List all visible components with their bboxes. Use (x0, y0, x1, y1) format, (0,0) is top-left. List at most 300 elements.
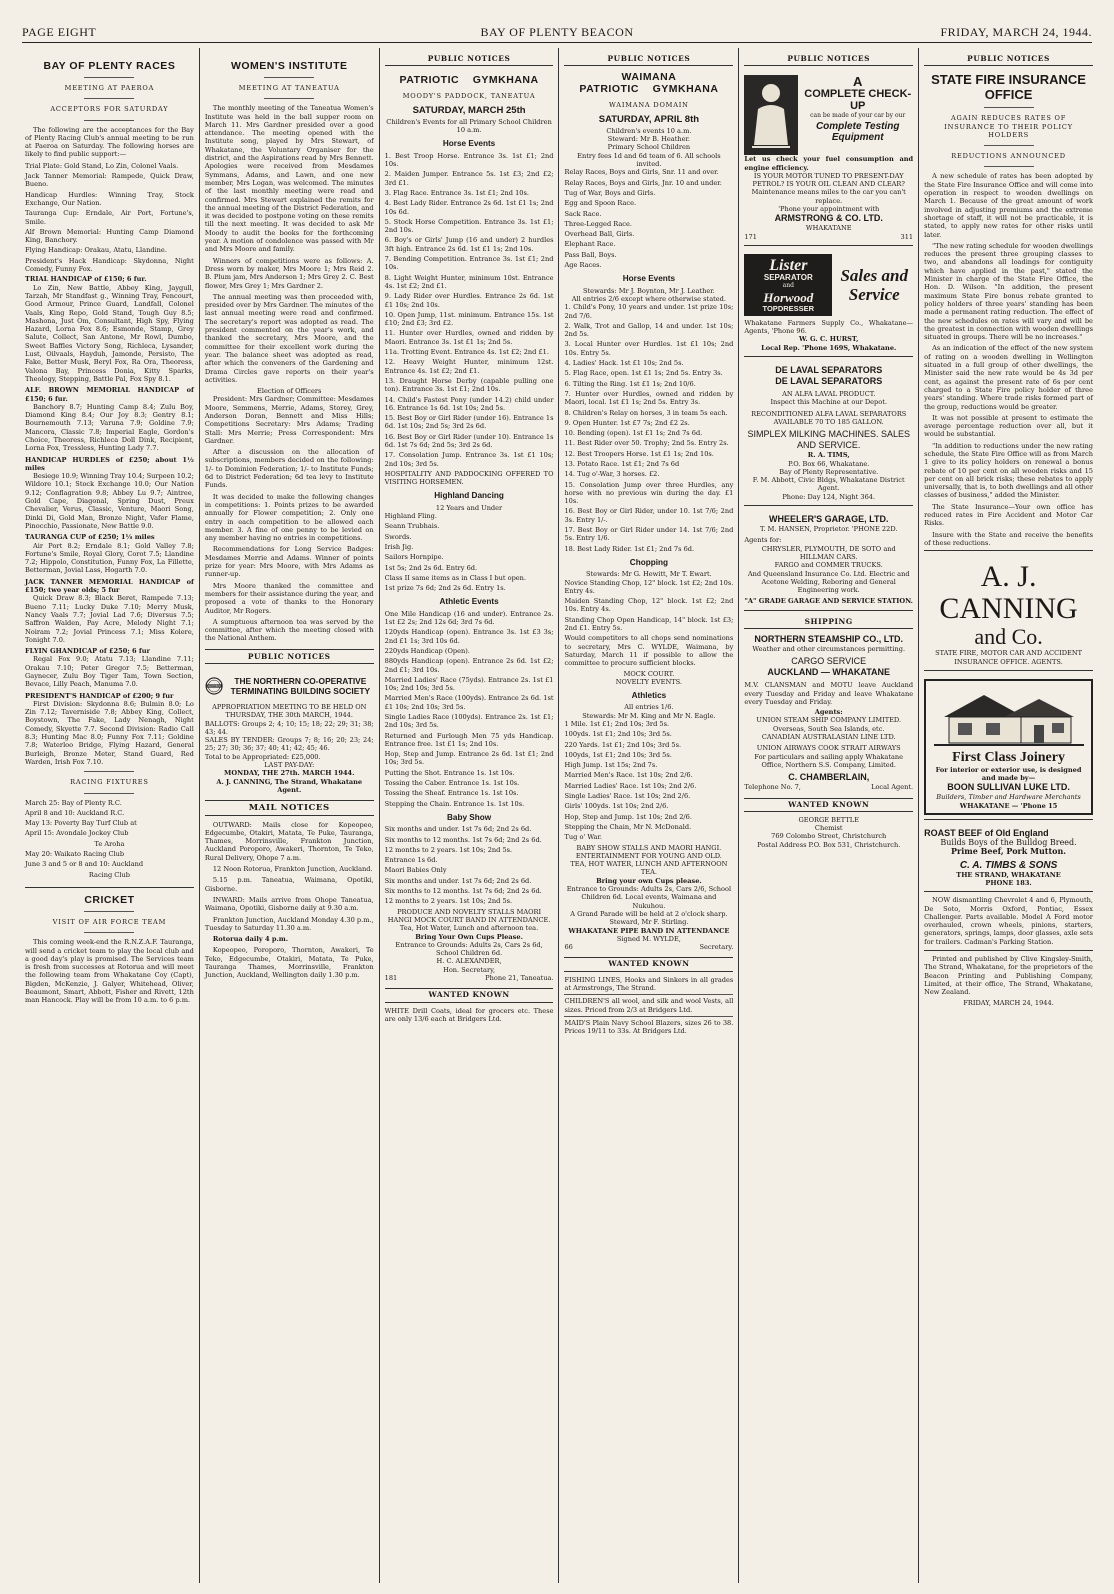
race-text: Air Port 8.2; Erndale 8.1; Gold Valley 7.8; Fortune's Smile, Royal Glory, Corot 7.5; Llandine 7.2; Hippolo, Constitution, Funny Fox, La Fillette, Betterman, Jovial Lass, Hogarth 7.0. (25, 541, 194, 575)
races-intro: The following are the acceptances for the Bay of Plenty Racing Club's annual meeting to be run at Paeroa on Saturday. The following horses are likely to find public support:— (25, 125, 194, 159)
ntbs-meeting: APPROPRIATION MEETING TO BE HELD ON THURSDAY, THE 30th MARCH, 1944. (212, 703, 367, 720)
simplex-text: SIMPLEX MILKING MACHINES. SALES AND SERVICE. (747, 429, 910, 451)
cargo-service: CARGO SERVICE (791, 656, 867, 667)
wi-para: The annual meeting was then proceeded with, presided over by Mrs Gardner. The minutes of the last annual meeting were read and confirmed. The secretary's report was adopted as read. The president commented on the year's work, and thanked the secretary, Mrs Moore, and the committee for their excellent work during the year. The balance sheet was adopted as read, after which the conveners of the Gardening and Drama Circles gave reports on their year's activities. (204, 292, 374, 384)
list-item: Six months and under. 1st 7s 6d; 2nd 2s 6d. (384, 876, 532, 885)
dance-class2: Class II same items as in Class I but open. (384, 573, 527, 582)
list-item: 10. Bending (open). 1st £1 1s; 2nd 7s 6d. (564, 429, 703, 438)
ntbs-total: Total to be Appropriated: £25,000. (204, 752, 321, 761)
gymkhana-intro: Children's Events for all Primary School Children 10 a.m. (386, 117, 552, 135)
list-item: 14. Tug o'-War, 3 horses. £2. (564, 470, 660, 479)
dance-item: Swords. (384, 532, 412, 541)
secretary-title: Hon. Secretary, (443, 965, 496, 974)
phone-text: Phone 21, Taneatua. (485, 974, 554, 983)
baby-show-heading: Baby Show (447, 812, 492, 822)
ntbs-agent: A. J. CANNING, The Strand, Whakatane Agent. (216, 777, 363, 794)
list-item: 10. Open Jump, 11st. minimum. Entrance 15s. 1st £10; 2nd £3; 3rd £2. (384, 310, 554, 328)
race-text: Quick Draw 8.3; Black Beret, Rampede 7.13; Bueno 7.11; Lucky Duke 7.10; Merry Musk, Nancy Vaals 7.7; Jovial Lad 7.6; Diversus 7.5; Saffron Walden, Pay Acre, Melody Night 7.1; Noiram 7.2; Jovial Princess 7.1; Miss Kolere, Tonight 7.0. (25, 594, 194, 644)
list-item: 220yds Handicap (Open). (384, 646, 470, 655)
list-item: Putting the Shot. Entrance 1s. 1st 10s. (384, 768, 515, 777)
baby-show-list (385, 825, 554, 905)
list-item: 3. Local Hunter over Hurdles. 1st £1 10s; 2nd 10s. Entry 5s. (564, 340, 734, 357)
list-item: 17. Consolation Jump. Entrance 3s. 1st £1 10s; 2nd 10s; 3rd 5s. (384, 451, 554, 468)
fixture-item: May 13: Poverty Bay Turf Club at (25, 819, 137, 828)
public-notices-heading: PUBLIC NOTICES (564, 52, 733, 66)
list-item: Three-Legged Race. (564, 219, 632, 228)
extras-text: BABY SHOW STALLS AND MAORI HANGI. ENTERTAINMENT FOR YOUNG AND OLD. (575, 843, 722, 860)
list-item: Relay Races, Boys and Girls, Jnr. 10 and under. (564, 178, 722, 187)
joinery-title: First Class Joinery (952, 749, 1065, 765)
sales-service-script: Sales and Service (840, 265, 908, 304)
fixtures-heading: RACING FIXTURES (70, 778, 149, 787)
athletic-heading: Athletic Events (439, 597, 499, 607)
fixture-item: Racing Club (88, 870, 130, 879)
cargo-route: AUCKLAND — WHAKATANE (767, 667, 891, 678)
state-fire-para: "The new rating schedule for wooden dwellings reduces the present three grouping classes to two, and abandons all loadings for contiguity which have applied in the past," stated the Minister in charge of the State Fire Office, the Hon. D. Wilson. "In addition, the present maximum State Fire bonus rebate granted to policy holders of three years' standing has been made a permanent rating reduction. The effect of the new schedules on rates will vary and will be the greatest in connection with wooden dwellings situated in groups. There will be no increases." (924, 241, 1093, 342)
race-text: First Division: Skydonna 8.6; Bulmin 8.0; Lo Zin 7.12; Taverniside 7.8; Abbey King, Collect, Boystown, The Fake, Lady Nenagh, Night Comedy, Skyette 7.7. Second Division: Radio Call 8.3; Hunting Mac 8.0; Funny Fox 7.11; Goldine 7.8; Waterloo Bridge, Flying Hazard, General Burleigh, Bronze Meter, Stand Guard, Red Warden, Irish Fox 7.10. (25, 699, 194, 766)
parade-text: A Grand Parade will be held at 2 o'clock sharp. Steward, Mr F. Stirling. (570, 909, 728, 927)
children-events-list (564, 168, 733, 269)
list-item: Married Men's Race (100yds). Entrance 2s 6d. 1st £1 10s; 2nd 10s; 3rd 5s. (384, 694, 554, 711)
state-fire-sub2: REDUCTIONS ANNOUNCED (951, 152, 1066, 161)
wi-para: Recommendations for Long Service Badges: Mesdames Merrie and Adams. Winner of points prize for year: Mrs Moore, with Mrs Adams as runner-up. (204, 545, 374, 579)
joinery-sub: For interior or exterior use, is designed and made by— (935, 765, 1082, 783)
chopping-heading: Chopping (629, 557, 668, 567)
lister-brand: Lister (769, 256, 808, 274)
wi-para: A sumptuous afternoon tea was served by the committee, after which the meeting closed with the National Anthem. (204, 617, 374, 643)
list-item: Married Ladies' Race. 1st 10s; 2nd 2/6. (564, 781, 697, 790)
roast-sub2: Prime Beef, Pork Mutton. (951, 846, 1067, 857)
timbs-phone: PHONE 183. (985, 878, 1032, 887)
column-state-fire (919, 48, 1098, 1583)
tea-text: Tea, Hot Water, Lunch and afternoon tea. (399, 924, 539, 933)
wheelers-garage-ad (744, 510, 913, 611)
sailing-particulars: For particulars and sailing apply Whakatane Office, Northern S.S. Company, Limited. (754, 752, 904, 769)
list-item: 18. Best Lady Rider. 1st £1; 2nd 7s 6d. (564, 544, 695, 553)
list-item: 9. Lady Rider over Hurdles. Entrance 2s 6d. 1st £1 10s; 2nd 10s. (384, 292, 554, 309)
list-item: Tossing the Sheaf. Entrance 1s. 1st 10s. (384, 789, 519, 798)
column-gymkhana-taneatua (380, 48, 560, 1583)
tims-box: P.O. Box 66, Whakatane. (788, 459, 870, 468)
race-text: Lo Zin, New Battle, Abbey King, Jaygull, Tarzah, Mr Standfast g., Winning Tray, Fencourt, Good Armour, Prince Guard, Landfall, Colonel Vaals, King Repo, Gold Stand, Tough Guy 8.5; Mashona, Just Om, Consultant, High Spy, Flying Hazard, Lorna Fox 8.6; Esmonde, Stamp, Grey Salute, Collect, San Antone, Mr Rowl, Dumbo, Sweet Baffles Victory Song, Richleca, Lysander, Lust, Oilvaals, Hayduh, Jamonde, Persisto, The Fake, Better Musk, Beryl Fox, Ra Ora, Theoress, Valona Bay, Princess Donia, Kitty Sparks, Theology, Stepping, Battle Pal, Fox Spy 8.1. (25, 283, 194, 383)
race-entry: Trial Plate: Gold Stand, Lo Zin, Colonel Vaals. (25, 161, 179, 170)
athletics-stewards: Stewards: Mr M. King and Mr N. Eagle. (582, 711, 716, 720)
list-item: 11. Hunter over Hurdles, owned and ridden by Maori. Entrance 3s. 1st £1 1s; 2nd 5s. (384, 329, 554, 346)
list-item: 1. Best Troop Horse. Entrance 3s. 1st £1; 2nd 10s. (384, 151, 554, 169)
list-item: One Mile Handicap (16 and under). Entrance 2s. 1st £2 2s; 2nd 12s 6d; 3rd 7s 6d. (384, 609, 554, 627)
imprint-date: FRIDAY, MARCH 24, 1944. (963, 999, 1054, 1008)
gymkhana-venue: MOODY'S PADDOCK, TANEATUA (402, 92, 536, 101)
list-item: 5. Flag Race, open. 1st £1 1s; 2nd 5s. Entry 3s. (564, 369, 723, 378)
state-fire-para: It was not possible at present to estimate the average percentage reduction over all, but it would be substantial. (924, 413, 1093, 439)
horse-stewards: Stewards: Mr J. Boynton, Mr J. Leather. (583, 286, 715, 295)
public-notices-heading: PUBLIC NOTICES (205, 649, 374, 664)
mock-court: MOCK COURT. (623, 669, 675, 678)
list-item: 7. Hunter over Hurdles, owned and ridden by Maori, local. 1st £1 1s; 2nd 5s. Entry 3s. (564, 389, 734, 407)
list-item: 16. Best Boy or Girl Rider (under 10). Entrance 1s 6d. 1st 7s 6d; 2nd 5s; 3rd 2s 6d. (384, 432, 554, 449)
cups-text: Bring your own Cups please. (596, 876, 702, 885)
tea-text: TEA, HOT WATER, LUNCH AND AFTERNOON TEA. (570, 860, 728, 877)
classified-ad: MAID'S Plain Navy School Blazers, sizes 26 to 38. Prices 19/11 to 33s. At Bridgers Ltd. (564, 1016, 733, 1036)
state-fire-para: "In addition to reductions under the new rating schedule, the State Fire Office will as from March 1 give to its policy holders on renewal a bonus rebate of 10 per cent on all wooden risks and 15 per cent on all brick risks; these rebates to apply universally, that is, to both dwellings and all other classes of business," added the Minister. (924, 441, 1093, 500)
race-heading: ALF. BROWN MEMORIAL HANDICAP of £150; 6 fur. (25, 386, 194, 403)
list-item: 12. Heavy Weight Hunter, minimum 12st. Entrance 4s. 1st £2; 2nd £1. (384, 358, 554, 375)
entrance-text: Entrance to Grounds: Adults 2s, Cars 2/6, School Children 6d. Local events, Waimana and Nukuhou. (566, 885, 732, 910)
mail-text: Kopeopeo, Poroporo, Thornton, Awakeri, Te Teko, Edgecumbe, Otakiri, Matata, Te Puke, Tauranga Thames, Morrinsville, Frankton Junction, Auckland, Wellington daily 1.30 p.m. (204, 946, 374, 980)
race-heading: HANDICAP HURDLES of £250; about 1½ miles (25, 455, 194, 472)
wheelers-proprietor: T. M. HANSEN, Proprietor. 'PHONE 22D. (759, 525, 898, 534)
list-item: 2. Walk, Trot and Gallop, 14 and under. 1st 10s; 2nd 5s. (564, 321, 734, 339)
wi-para: Winners of competitions were as follows: A. Dress worn by maker, Mrs Moore 1; Mrs Reid 2. B. Plum jam, Mrs Anderson 1; Mrs Grey 2. C. Best flower, Mrs Grey 1; Mrs Gardner 2. (204, 256, 374, 290)
inspect-text: Inspect this Machine at our Depot. (770, 398, 887, 407)
joinery-ad (924, 675, 1093, 820)
list-item: Tossing the Caber. Entrance 1s. 1st 10s. (384, 779, 520, 788)
dance-prize2: 1st prize 7s 6d; 2nd 2s 6d. Entry 1s. (384, 584, 506, 593)
agents-for: Agents for: (744, 536, 782, 545)
athletics-fee: All entries 1/6. (624, 703, 674, 712)
list-item: 13. Draught Horse Derby (capable pulling one ton). Entrance 3s. 1st £1; 2nd 10s. (384, 376, 554, 394)
nsc-name: NORTHERN STEAMSHIP CO., LTD. (754, 633, 904, 644)
race-heading: TAURANGA CUP of £250; 1¼ miles (25, 533, 155, 542)
secretary-title: Secretary. (699, 943, 734, 952)
list-item: Single Ladies Race (100yds). Entrance 2s. 1st £1; 2nd 10s; 3rd 5s. (384, 713, 554, 730)
state-fire-para: A new schedule of rates has been adopted by the State Fire Insurance Office and will come into operation in respect to wooden dwellings on March 1. Because of the great amount of work involved in adjusting premiums and the extreme shortage of staff, it will not be practicable, it is stated, to apply new rates for other risks until later. (924, 172, 1093, 239)
abbott-phone: Phone: Day 124, Night 364. (782, 492, 876, 501)
horse-events-heading: Horse Events (442, 139, 496, 149)
public-notices-heading: PUBLIC NOTICES (744, 52, 913, 66)
list-item: Girls' 100yds. 1st 10s; 2nd 2/6. (564, 802, 669, 811)
secretary-name: H. C. ALEXANDER, (436, 957, 502, 966)
dance-item: Seann Trubhais. (384, 522, 440, 531)
race-text: Regal Fox 9.0; Atatu 7.13; Llandine 7.11; Orakau 7.10; Peter Gregor 7.5; Betterman, Gaynecer, Zulu Boy Tiger Tam, Town Section, Bevace, Lilly Peach, Manuma 7.0. (25, 655, 194, 689)
race-entry: Flying Handicap: Orakau, Atatu, Llandine. (25, 246, 167, 255)
shipping-heading: SHIPPING (744, 615, 913, 629)
cricket-heading: CRICKET (25, 887, 194, 906)
list-item: 11. Best Rider over 50. Trophy; 2nd 5s. Entry 2s. (564, 439, 729, 448)
ntbs-header (205, 669, 374, 703)
wheelers-title: WHEELER'S GARAGE, LTD. (768, 514, 889, 525)
gymkhana-title: PATRIOTIC GYMKHANA (399, 74, 539, 87)
secretary-line (564, 943, 733, 951)
list-item: 220 Yards. 1st £1; 2nd 10s; 3rd 5s. (564, 740, 682, 749)
canning-ad (924, 550, 1093, 671)
imprint: Printed and published by Clive Kingsley-Smith, The Strand, Whakatane, for the proprietors of the Beacon Printing and Publishing Company, Limited, at their office, The Strand, Whakatane, New Zealand. (924, 950, 1093, 996)
a-grade-text: "A" GRADE GARAGE AND SERVICE STATION. (744, 597, 913, 606)
ntbs-payday: MONDAY, THE 27th. MARCH 1944. (224, 769, 355, 778)
boon-name: BOON SULLIVAN LUKE LTD. (947, 782, 1070, 793)
athletics-list (564, 720, 733, 842)
state-fire-para: Insure with the State and receive the benefits of these reductions. (924, 530, 1093, 547)
list-item: 100yds, 1st £1; 2nd 10s; 3rd 5s. (564, 750, 672, 759)
lister-ad (744, 250, 913, 357)
column-gymkhana-waimana (559, 48, 739, 1583)
list-item: Would competitors to all chops send nominations to secretary, Mrs C. WYLDE, Waimana, by Saturday, March 11 if possible to allow the committee to procure sufficient blocks. (564, 634, 734, 668)
lister-agents: Whakatane Farmers Supply Co., Whakatane—Agents, 'Phone 96. (744, 318, 914, 336)
list-item: Six months and under. 1st 7s 6d; 2nd 2s 6d. (384, 825, 532, 834)
race-heading: PRESIDENT'S HANDICAP of £200; 9 fur (25, 691, 174, 700)
list-item: 17. Best Boy or Girl Rider under 14. 1st 7/6; 2nd 5s. Entry 1/6. (564, 526, 734, 543)
list-item: 15. Consolation Jump over three Hurdles, any horse with no previous win during the day. £1 10s. (564, 480, 734, 506)
cal-name: CANADIAN AUSTRALASIAN LINE LTD. (761, 733, 896, 742)
cricket-text: This coming week-end the R.N.Z.A.F. Tauranga, will send a cricket team to play the local club and a good day's play is promised. The Services team is fresh from successes at Rotorua and will meet the following team from Whakatane Coy (Capt), Bigden, McKenzie, J. Galyer, Whitehead, Oliver, Beaumont, Smart, Abbott, Fisher and Rivett, 12th man Hancock. Play will be from 10 a.m. to 6 p.m. (25, 938, 194, 1005)
ntbs-payday-heading: LAST PAY-DAY: (264, 761, 315, 770)
de-laval-title: DE LAVAL SEPARATORS (775, 365, 883, 376)
issue-date: FRIDAY, MARCH 24, 1944. (940, 24, 1092, 39)
classified-ad: NOW dismantling Chevrolet 4 and 6, Plymouth, De Soto, Morris Oxford, Pontiac, Essex Challenger. Parts available. Model A Ford motor overhauled, crown wheels, pinions, starters, generators, springs, lamps, door glasses, axle sets for trailers. Cadman's Parking Station. (924, 896, 1093, 946)
timbs-name: C. A. TIMBS & SONS (959, 859, 1058, 871)
horse-events-list (385, 152, 554, 468)
highland-heading: Highland Dancing (434, 491, 504, 501)
dance-item: Sailors Hornpipe. (384, 553, 444, 562)
waimana-title: WAIMANA (621, 71, 677, 84)
novelty-events: NOVELTY EVENTS. (615, 677, 683, 686)
list-item: Age Races. (564, 261, 602, 270)
wi-para: It was decided to make the following changes in competitions: 1. Points prizes to be awarded annually for Flower competition; 2. Only one entry in each competition to be allowed each member. 3. A fine of one penny to be levied on any member having no entries in competitions. (204, 492, 374, 543)
boon-town: WHAKATANE — 'Phone 15 (959, 801, 1058, 810)
list-item: Married Men's Race. 1st 10s; 2nd 2/6. (564, 771, 693, 780)
hospitality: HOSPITALITY AND PADDOCKING OFFERED TO VISITING HORSEMEN. (384, 469, 554, 487)
topdresser: TOPDRESSER (762, 303, 815, 313)
fargo-text: FARGO and COMMER TRUCKS. (774, 561, 883, 570)
race-heading: TRIAL HANDICAP of £150; 6 fur. (25, 275, 147, 284)
fixture-item: March 25: Bay of Plenty R.C. (25, 798, 122, 807)
ad1-numbers (744, 233, 913, 241)
mail-text: 12 Noon Rotorua, Frankton Junction, Auckland. (212, 865, 373, 874)
race-heading: FLYIN GHANDICAP of £250; 6 fur (25, 647, 151, 656)
tims-name: R. A. TIMS, (807, 451, 850, 460)
mail-notices-heading: MAIL NOTICES (205, 800, 374, 815)
column-womens-institute (200, 48, 380, 1583)
list-item: Stepping the Chain. Entrance 1s. 1st 10s. (384, 799, 525, 808)
waimana-title2: PATRIOTIC GYMKHANA (579, 83, 719, 96)
athletics-heading: Athletics (631, 691, 667, 701)
wanted-known-heading: WANTED KNOWN (744, 798, 913, 812)
races-title: BAY OF PLENTY RACES (43, 60, 176, 72)
page-number: PAGE EIGHT (22, 24, 97, 39)
agents-label: Agents: (814, 708, 843, 717)
dance-prize: 1st 5s; 2nd 2s 6d. Entry 6d. (384, 563, 478, 572)
masthead (22, 24, 1092, 43)
list-item: Maiden Standing Chop, 12" block. 1st £2; 2nd 10s. Entry 4s. (564, 597, 734, 614)
list-item: Entrance 1s 6d. (384, 856, 438, 865)
ad1-equipment: Complete Testing Equipment (815, 120, 900, 143)
list-item: 8. Light Weight Hunter, minimum 10st. Entrance 4s. 1st £2; 2nd £1. (384, 273, 554, 290)
list-item: Six months to 12 months. 1st 7s 6d; 2nd 2s 6d. (384, 887, 542, 896)
race-entry: Alf Brown Memorial: Hunting Camp Diamond King, Banchory. (25, 227, 194, 245)
ad1-headline: COMPLETE CHECK-UP (804, 88, 912, 113)
list-item: Tug o' War. (564, 833, 602, 842)
list-item: Hop, Step and Jump. 1st 10s; 2nd 2/6. (564, 812, 692, 821)
house-illustration-icon (934, 687, 1084, 747)
state-fire-sub: AGAIN REDUCES RATES OF INSURANCE TO THEIR POLICY HOLDERS (944, 114, 1073, 139)
list-item: 7. Bending Competition. Entrance 3s. 1st £1; 2nd 10s. (384, 255, 554, 272)
gymkhana-date: SATURDAY, MARCH 25th (412, 104, 526, 116)
mv-sailings: M.V. CLANSMAN and MOTU leave Auckland every Tuesday and Friday and leave Whakatane every Tuesday and Friday. (744, 681, 914, 706)
ad1-check: Let us check your fuel consumption and engine efficiency. (744, 155, 914, 172)
list-item: Elephant Race. (564, 240, 616, 249)
race-entry: Jack Tanner Memorial: Rampede, Quick Draw, Bueno. (25, 172, 194, 189)
list-item: 4. Ladies' Hack. 1st £1 10s; 2nd 5s. (564, 359, 684, 368)
mail-text: OUTWARD: Mails close for Kopeopeo, Edgecumbe, Otakiri, Matata, Te Puke, Tauranga, Thames, Morrinsville, Frankton Junction, Auckland Poroporo, Awakeri, Thornton, Te Teko, Rural Delivery, Ohope 7 a.m. (204, 820, 374, 862)
lister-hurst: W. G. C. HURST, (799, 335, 859, 344)
mail-text: Rotorua daily 4 p.m. (212, 935, 289, 944)
timbs-address: THE STRAND, WHAKATANE (956, 870, 1061, 879)
bettle-address: 769 Colombo Street, Christchurch (771, 832, 887, 841)
athletic-list (385, 610, 554, 808)
union-airways: UNION AIRWAYS COOK STRAIT AIRWAYS (756, 744, 901, 753)
cricket-sub: VISIT OF AIR FORCE TEAM (52, 917, 167, 926)
lister-separator: SEPARATOR (763, 272, 813, 282)
mail-text: Frankton Junction, Auckland Monday 4.30 p.m., Tuesday to Saturday 11.30 a.m. (204, 915, 374, 932)
lister-and: and (782, 282, 794, 290)
list-item: 13. Potato Race. 1st £1; 2nd 7s 6d (564, 459, 680, 468)
list-item: 15. Best Boy or Girl Rider (under 16). Entrance 1s 6d. 1st 10s; 2nd 5s; 3rd 2s 6d. (384, 414, 554, 431)
list-item: 2. Maiden Jumper. Entrance 5s. 1st £3; 2nd £2; 3rd £1. (384, 170, 554, 187)
races-sub2: ACCEPTORS FOR SATURDAY (50, 105, 169, 114)
race-text: Besiege 10.9; Winning Tray 10.4; Surpeen 10.2; Wildore 10.1; Stock Exchange 10.0; Our Nation 9.12; Conflagration 9.8; Abbey Lu 9.7; Aintree, Gold Cape, Diagonal, Spring Dust, Preux Chevalier, Verus, Classic, Venture, Maori Song, Dinki Di, Gold Man, Bronze Night, Vafer Flame, Pinocchio, Passionate, New Battle 9.0. (25, 472, 194, 530)
column-advertisements (739, 48, 919, 1583)
canning-and-co: and Co. (974, 624, 1043, 650)
roast-beef: ROAST BEEF of Old England (924, 828, 1049, 839)
list-item: Pass Ball, Boys. (564, 250, 617, 259)
list-item: 12. Best Troopers Horse. 1st £1 1s; 2nd 10s. (564, 449, 714, 458)
list-item: Standing Chop Open Handicap, 14" block. 1st £3; 2nd £1. Entry 5s. (564, 615, 734, 633)
list-item: 16. Best Boy or Girl Rider, under 10. 1st 7/6; 2nd 3s. Entry 1/-. (564, 507, 734, 524)
columns (20, 48, 1098, 1583)
weather-text: Weather and other circumstances permitting. (752, 644, 906, 653)
public-notices-heading: PUBLIC NOTICES (924, 52, 1093, 66)
classified-ad: WHITE Drill Coats, ideal for grocers etc. These are only 13/6 each at Bridgers Ltd. (384, 1006, 554, 1023)
ntbs-logo-icon (205, 669, 223, 703)
race-heading: JACK TANNER MEMORIAL HANDICAP of £150; two year olds; 5 fur (25, 577, 194, 595)
fixture-item: April 15: Avondale Jockey Club (25, 829, 129, 838)
list-item: 1. Child's Pony, 10 years and under. 1st prize 10s; 2nd 7/6. (564, 303, 734, 320)
grounds-text: Entrance to Grounds: Adults 2s, Cars 2s 6d, School Children 6d. (395, 940, 543, 958)
cars-text: CHRYSLER, PLYMOUTH, DE SOTO and HILLMAN CARS. (761, 544, 896, 561)
chamberlain-role: Local Agent. (871, 783, 914, 792)
de-laval-title2: DE LAVAL SEPARATORS (775, 376, 883, 387)
wi-para: After a discussion on the allocation of subscriptions, members decided on the following: 1/- to Dominion Federation; 1/- to Institute Funds; 6d to District Federation; 6d tea levy to Institute Funds. (204, 448, 374, 490)
classified-ad: FISHING LINES, Hooks and Sinkers in all grades at Armstrongs, The Strand. (564, 975, 734, 993)
mail-text: 5.15 p.m. Taneatua, Waimana, Opotiki, Gisborne. (204, 876, 374, 893)
chopping-stewards: Stewards: Mr G. Hewitt, Mr T. Ewart. (586, 570, 712, 579)
chamberlain-phone: Telephone No. 7, (744, 783, 801, 792)
list-item: Egg and Spoon Race. (564, 199, 637, 208)
list-item: 11a. Trotting Event. Entrance 4s. 1st £2; 2nd £1. (384, 348, 549, 357)
stalls-text: PRODUCE AND NOVELTY STALLS MAORI HANGI MOCK COURT BAND IN ATTENDANCE. (387, 907, 551, 924)
list-item: 8. Children's Relay on horses, 3 in team 5s each. (564, 408, 728, 417)
signed-text: Signed M. WYLDE, (616, 934, 681, 943)
waimana-steward: Steward: Mr B. Heather. (607, 135, 691, 144)
list-item: Novice Standing Chop, 12" block. 1st £2; 2nd 10s. Entry 4s. (564, 578, 734, 595)
state-fire-title: STATE FIRE INSURANCE OFFICE (931, 72, 1086, 103)
reconditioned-text: RECONDITIONED ALFA LAVAL SEPARATORS AVAILABLE 70 TO 185 GALLON. (751, 409, 907, 426)
horse-fees: All entries 2/6 except where otherwise stated. (571, 294, 727, 303)
waimana-primary: Primary School Children (607, 143, 691, 152)
canning-sub: STATE FIRE, MOTOR CAR AND ACCIDENT INSURANCE OFFICE. AGENTS. (935, 649, 1083, 666)
ad-number: 171 (744, 232, 757, 241)
list-item: 5. Stock Horse Competition. Entrance 3s. 1st £1; 2nd 10s. (384, 217, 554, 235)
dance-item: Irish Jig. (384, 542, 414, 551)
ntbs-ballots: BALLOTS: Groups 2; 4; 10; 15; 18; 22; 29; 31; 38; 43; 44. (204, 719, 374, 736)
list-item: 4. Best Lady Rider. Entrance 2s 6d. 1st £1 1s; 2nd 10s 6d. (384, 199, 554, 216)
paper-name: BAY OF PLENTY BEACON (480, 24, 634, 39)
list-item: 14. Child's Fastest Pony (under 14.2) child under 16. Entrance 1s 6d. 1st 10s; 2nd 5s. (384, 395, 554, 412)
races-sub: MEETING AT PAEROA (64, 84, 155, 92)
ntbs-name: THE NORTHERN CO-OPERATIVE TERMINATING BUILDING SOCIETY (230, 676, 371, 696)
ad1-question: IS YOUR MOTOR TUNED TO PRESENT-DAY PETROL? IS YOUR OIL CLEAN AND CLEAR? (752, 171, 905, 189)
list-item: 120yds Handicap (open). Entrance 3s. 1st £3 3s; 2nd £1 1s; 3rd 10s 6d. (384, 628, 554, 645)
wi-para: Mrs Moore thanked the committee and members for their assistance during the year, and proposed a vote of thanks to the Honorary Auditor, Mr Rogers. (204, 581, 374, 615)
race-text: Banchory 8.7; Hunting Camp 8.4; Zulu Boy, Diamond King 8.4; Our Joy 8.3; Gentry 8.1; Bournemouth 7.13; Varuna 7.9; Goldine 7.9; Mancora, Classic 7.8; Imperial Eagle, Gordon's Choice, Theoress, Richleca Doll Dink, Recipient, Lorna Fox, Tressless, Hunting Lady 7.7. (25, 402, 194, 453)
race-entry: Tauranga Cup: Erndale, Air Port, Fortune's, Smile. (25, 209, 194, 226)
ad-number: 181 (384, 974, 398, 983)
fixture-item: Te Aroha (94, 839, 125, 848)
horse-events-heading: Horse Events (622, 274, 676, 284)
ntbs-logo-text: NORTHERN (207, 685, 221, 689)
bettle-postal: Postal Address P.O. Box 531, Christchurch. (757, 840, 901, 849)
waimana-date: SATURDAY, APRIL 8th (598, 113, 700, 125)
wi-para: President: Mrs Gardner; Committee: Mesdames Moore, Semmens, Merrie, Adams, Storey, Grey, Anderson Doran, Bennett and Miss Hills; Competitions Secretary: Mrs Adams; Trading Stall: Mrs Merrie; Press Correspondent: Mrs Gardner. (204, 395, 374, 445)
usc-name: UNION STEAM SHIP COMPANY LIMITED. (756, 716, 902, 725)
highland-sub: 12 Years and Under (435, 503, 503, 512)
mechanic-illustration-icon (744, 75, 798, 155)
classified-ad: CHILDREN'S all wool, and silk and wool Vests, all sizes. Priced from 2/3 at Bridgers Ltd. (564, 994, 733, 1014)
list-item: Returned and Furlough Men 75 yds Handicap. Entrance free. 1st £1 1s; 2nd 10s. (384, 731, 554, 748)
list-item: Stepping the Chain, Mr N. McDonald. (564, 822, 692, 831)
lister-rep: Local Rep. 'Phone 169S, Whakatane. (761, 343, 897, 352)
list-item: 12 months to 2 years. 1st 10s; 2nd 5s. (384, 897, 513, 906)
lister-box (744, 254, 832, 316)
canning-name: A. J. CANNING (939, 560, 1078, 626)
list-item: High Jump. 1st 15s; 2nd 7s. (564, 761, 658, 770)
armstrong-ad (744, 71, 913, 246)
list-item: 1 Mile. 1st £1; 2nd 10s; 3rd 5s. (564, 720, 670, 728)
cups-text: Bring Your Own Cups Please. (415, 932, 523, 941)
alfa-laval: AN ALFA LAVAL PRODUCT. (782, 390, 876, 399)
list-item: Overhead Ball, Girls. (564, 230, 635, 239)
list-item: 6. Boy's or Girls' Jump (16 and under) 2 hurdles 3ft high. Entrance 2s 6d. 1st £1 1s; 2nd 10s. (384, 236, 554, 253)
chamberlain-name: C. CHAMBERLAIN, (788, 772, 870, 783)
overseas-text: Overseas, South Sea Islands, etc. (772, 724, 885, 733)
chamberlain-line (744, 783, 913, 791)
public-notices-heading: PUBLIC NOTICES (385, 52, 554, 66)
secretary-phone (385, 974, 554, 982)
de-laval-ad (744, 361, 913, 506)
column-races (20, 48, 200, 1583)
list-item: Married Ladies' Race (75yds). Entrance 2s. 1st £1 10s; 2nd 10s; 3rd 5s. (384, 675, 554, 693)
list-item: Tug of War, Boys and Girls. (564, 188, 656, 197)
state-fire-para: As an indication of the effect of the new system of rating on a wooden dwelling in Wellington situated in a full group of other dwellings, the Minister said the new rate would be 4s 3d per cent, as against the present rate of 6s per cent charged to a State Fire policy holder of three years' standing. Where trade risks formed part of the group, reductions would be greater. (924, 344, 1093, 411)
fixture-item: June 3 and 5 or 8 and 10: Auckland (25, 860, 144, 869)
boon-sub: Builders, Timber and Hardware Merchants (936, 793, 1081, 802)
waimana-venue: WAIMANA DOMAIN (609, 101, 689, 110)
mail-text: INWARD: Mails arrive from Ohope Taneatua, Waimana, Opotiki, Gisborne daily at 9.30 a.m. (204, 895, 374, 913)
waimana-fees: Entry fees 1d and 6d team of 6. All schools invited. (577, 151, 721, 169)
tims-rep: Bay of Plenty Representative. (779, 467, 879, 476)
list-item: Maori Babies Only (384, 866, 447, 875)
fixture-item: May 20: Waikato Racing Club (25, 850, 125, 859)
race-entry: President's Hack Handicap: Skydonna, Night Comedy, Funny Fox. (25, 256, 194, 274)
list-item: 9. Open Hunter. 1st £7 7s; 2nd £2 2s. (564, 418, 690, 427)
chopping-list (564, 579, 733, 668)
state-fire-para: The State Insurance—Your own office has reduced rates in Fire Accident and Motor Car Risks. (924, 502, 1093, 528)
dance-item: Highland Fling. (384, 512, 437, 521)
list-item: 100yds. 1st £1; 2nd 10s; 3rd 5s. (564, 730, 672, 739)
ad1-a: A (853, 74, 863, 90)
ad1-company: ARMSTRONG & CO. LTD. (774, 213, 883, 224)
list-item: 12 months to 2 years. 1st 10s; 2nd 5s. (384, 845, 513, 854)
